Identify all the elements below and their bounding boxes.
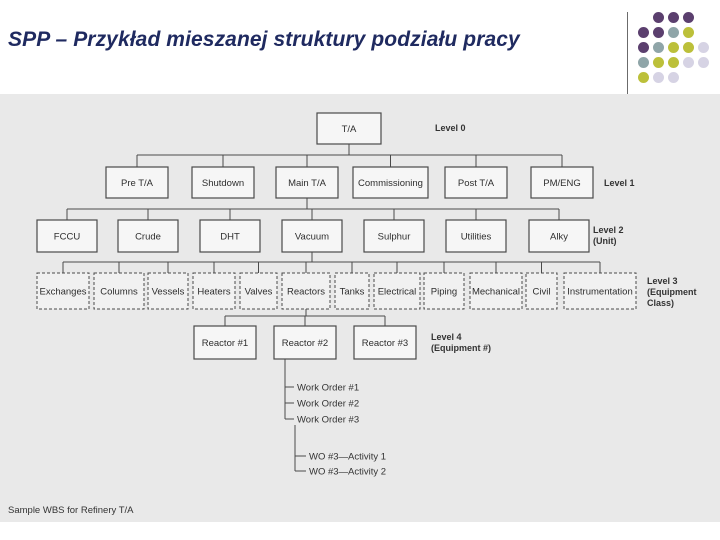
node-pre-t-a <box>106 167 168 198</box>
node-utilities-label: Utilities <box>460 231 492 243</box>
node-electrical <box>374 273 420 309</box>
node-columns-label: Columns <box>100 286 138 298</box>
node-columns <box>94 273 144 309</box>
node-reactor-2-label: Reactor #2 <box>281 338 329 349</box>
node-utilities <box>446 220 506 252</box>
node-dht <box>200 220 260 252</box>
node-valves-label: Valves <box>244 286 273 298</box>
node-reactor-1 <box>194 326 256 359</box>
activity-item: WO #3—Activity 2 <box>309 466 387 478</box>
node-mechanical <box>470 273 522 309</box>
level-1-label: Level 1 <box>604 178 635 188</box>
node-alky <box>529 220 589 252</box>
activity-item: WO #3—Activity 1 <box>309 451 387 463</box>
node-main-t-a <box>276 167 338 198</box>
node-vacuum <box>282 220 342 252</box>
figure-caption: Sample WBS for Refinery T/A <box>8 505 134 516</box>
level-4-sublabel: (Equipment #) <box>431 343 491 353</box>
node-pm-eng <box>531 167 593 198</box>
node-tanks <box>335 273 369 309</box>
node-crude <box>118 220 178 252</box>
node-fccu <box>37 220 97 252</box>
level-3-sublabel-2: Class) <box>647 298 675 308</box>
node-exchanges-label: Exchanges <box>39 286 87 298</box>
level-0-label: Level 0 <box>435 123 466 133</box>
activity-list <box>309 452 386 478</box>
node-pre-t-a-label: Pre T/A <box>120 178 154 189</box>
slide-title: SPP – Przykład mieszanej struktury podziału pracy <box>8 28 520 51</box>
node-shutdown <box>192 167 254 198</box>
node-instrumentation <box>564 273 636 309</box>
node-reactor-1-label: Reactor #1 <box>201 338 249 349</box>
node-reactors <box>282 273 330 309</box>
node-heaters <box>193 273 235 309</box>
level-4-label: Level 4 <box>431 332 462 342</box>
node-reactors-label: Reactors <box>286 286 326 298</box>
node-dht-label: DHT <box>220 231 240 243</box>
work-order-list <box>297 383 359 426</box>
node-heaters-label: Heaters <box>197 286 231 298</box>
node-mechanical-label: Mechanical <box>471 286 521 298</box>
level-2-label: Level 2 <box>593 225 624 235</box>
work-order-item: Work Order #3 <box>297 414 360 426</box>
node-sulphur <box>364 220 424 252</box>
node-electrical-label: Electrical <box>377 286 417 298</box>
node-vessels <box>148 273 188 309</box>
node-crude-label: Crude <box>135 231 161 243</box>
node-pm-eng-label: PM/ENG <box>543 178 581 189</box>
level-3-sublabel-1: (Equipment <box>647 287 697 297</box>
node-civil <box>526 273 557 309</box>
node-reactor-2 <box>274 326 336 359</box>
node-piping <box>424 273 464 309</box>
level-2-nodes <box>37 220 589 252</box>
node-post-t-a <box>445 167 507 198</box>
node-shutdown-label: Shutdown <box>201 178 245 189</box>
node-sulphur-label: Sulphur <box>377 231 411 243</box>
node-reactor-3-label: Reactor #3 <box>361 338 409 349</box>
work-order-item: Work Order #2 <box>297 398 360 410</box>
level-4-nodes <box>194 326 416 359</box>
level-3-label: Level 3 <box>647 276 678 286</box>
node-exchanges <box>37 273 89 309</box>
node-vessels-label: Vessels <box>151 286 185 298</box>
node-commissioning-label: Commissioning <box>358 178 423 189</box>
level-1-nodes <box>106 167 593 198</box>
node-post-t-a-label: Post T/A <box>457 178 495 189</box>
node-main-t-a-label: Main T/A <box>288 178 326 189</box>
node-valves <box>240 273 277 309</box>
node-vacuum-label: Vacuum <box>294 231 330 243</box>
node-instrumentation-label: Instrumentation <box>567 286 633 298</box>
level-3-nodes <box>37 273 636 309</box>
node-fccu-label: FCCU <box>53 231 81 243</box>
level-2-sublabel: (Unit) <box>593 236 617 246</box>
node-reactor-3 <box>354 326 416 359</box>
work-order-item: Work Order #1 <box>297 382 360 394</box>
node-alky-label: Alky <box>550 231 568 243</box>
node-commissioning <box>353 167 428 198</box>
node-tanks-label: Tanks <box>339 286 365 298</box>
node-root: T/A <box>341 124 357 135</box>
node-piping-label: Piping <box>430 286 458 298</box>
node-civil-label: Civil <box>532 286 551 298</box>
